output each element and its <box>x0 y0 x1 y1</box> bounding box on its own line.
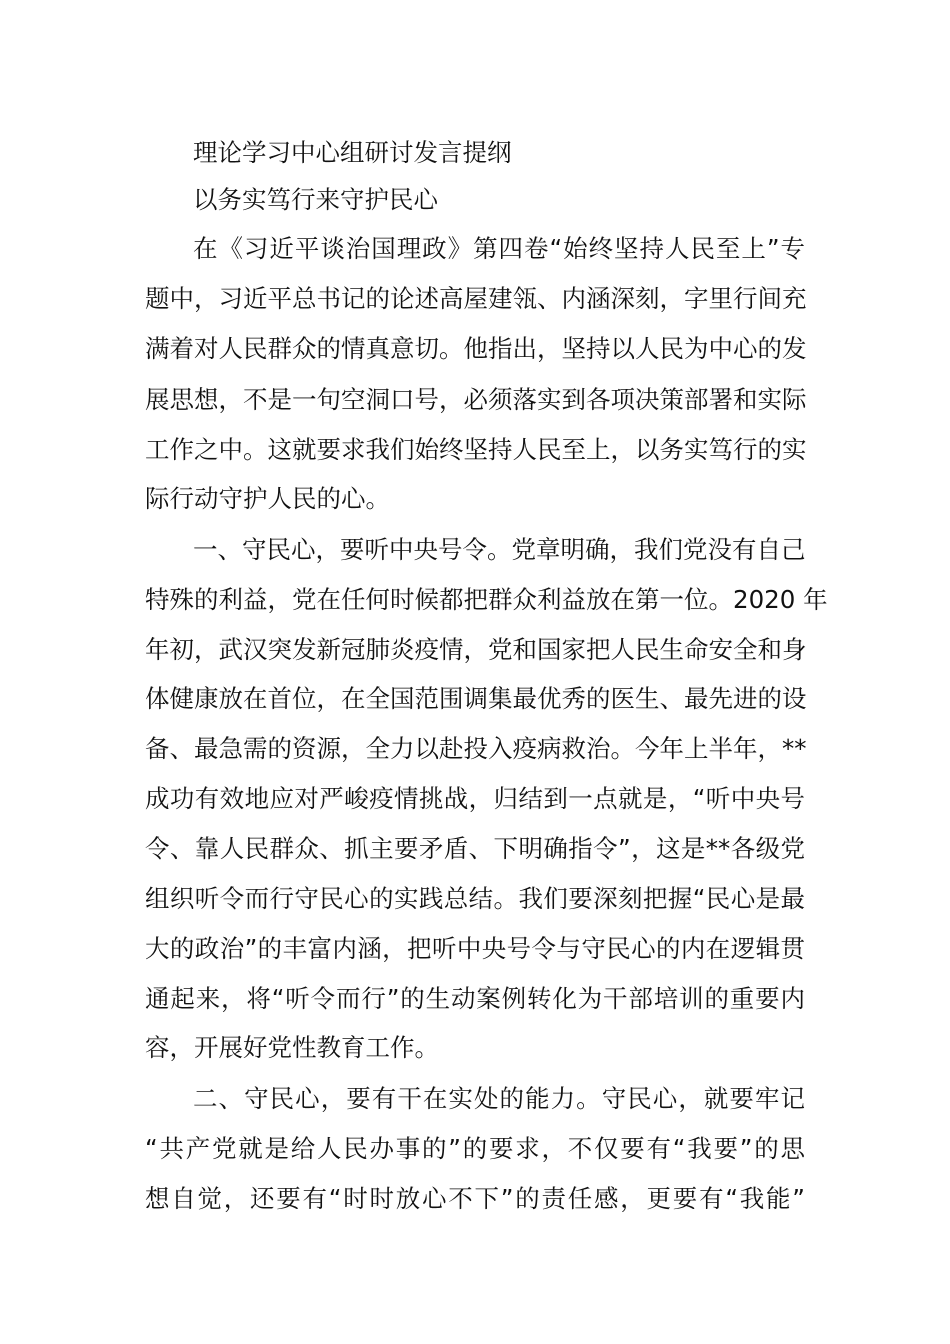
paragraph-line: 组织听令而行守民心的实践总结。我们要深刻把握“民心是最 <box>145 884 805 913</box>
paragraph-line: 备、最急需的资源，全力以赴投入疫病救治。今年上半年，** <box>145 734 807 763</box>
paragraph-line: 容，开展好党性教育工作。 <box>145 1033 439 1062</box>
paragraph-line: 际行动守护人民的心。 <box>145 484 390 513</box>
paragraph-line: 在《习近平谈治国理政》第四卷“始终坚持人民至上”专 <box>193 234 805 263</box>
paragraph-line: 体健康放在首位，在全国范围调集最优秀的医生、最先进的设 <box>145 684 807 713</box>
paragraph-line: 特殊的利益，党在任何时候都把群众利益放在第一位。2020 年 <box>145 585 828 614</box>
paragraph-line: 成功有效地应对严峻疫情挑战，归结到一点就是，“听中央号 <box>145 784 805 813</box>
paragraph-line: 满着对人民群众的情真意切。他指出，坚持以人民为中心的发 <box>145 334 807 363</box>
paragraph-line: 想自觉，还要有“时时放心不下”的责任感，更要有“我能” <box>145 1184 805 1213</box>
paragraph-line: 一、守民心，要听中央号令。党章明确，我们党没有自己 <box>193 535 806 564</box>
paragraph-line: 二、守民心，要有干在实处的能力。守民心，就要牢记 <box>193 1084 805 1113</box>
paragraph-line: 年初，武汉突发新冠肺炎疫情，党和国家把人民生命安全和身 <box>145 635 807 664</box>
paragraph-line: 大的政治”的丰富内涵，把听中央号令与守民心的内在逻辑贯 <box>145 934 805 963</box>
paragraph-line: 令、靠人民群众、抓主要矛盾、下明确指令”，这是**各级党 <box>145 834 805 863</box>
paragraph-line: 工作之中。这就要求我们始终坚持人民至上，以务实笃行的实 <box>145 435 807 464</box>
paragraph-line: 通起来，将“听令而行”的生动案例转化为干部培训的重要内 <box>145 984 805 1013</box>
paragraph-line: 展思想，不是一句空洞口号，必须落实到各项决策部署和实际 <box>145 385 807 414</box>
document-title: 理论学习中心组研讨发言提纲 <box>193 138 512 167</box>
paragraph-line: 题中，习近平总书记的论述高屋建瓴、内涵深刻，字里行间充 <box>145 284 807 313</box>
paragraph-line: “共产党就是给人民办事的”的要求，不仅要有“我要”的思 <box>145 1134 805 1163</box>
document-subtitle: 以务实笃行来守护民心 <box>193 185 438 214</box>
